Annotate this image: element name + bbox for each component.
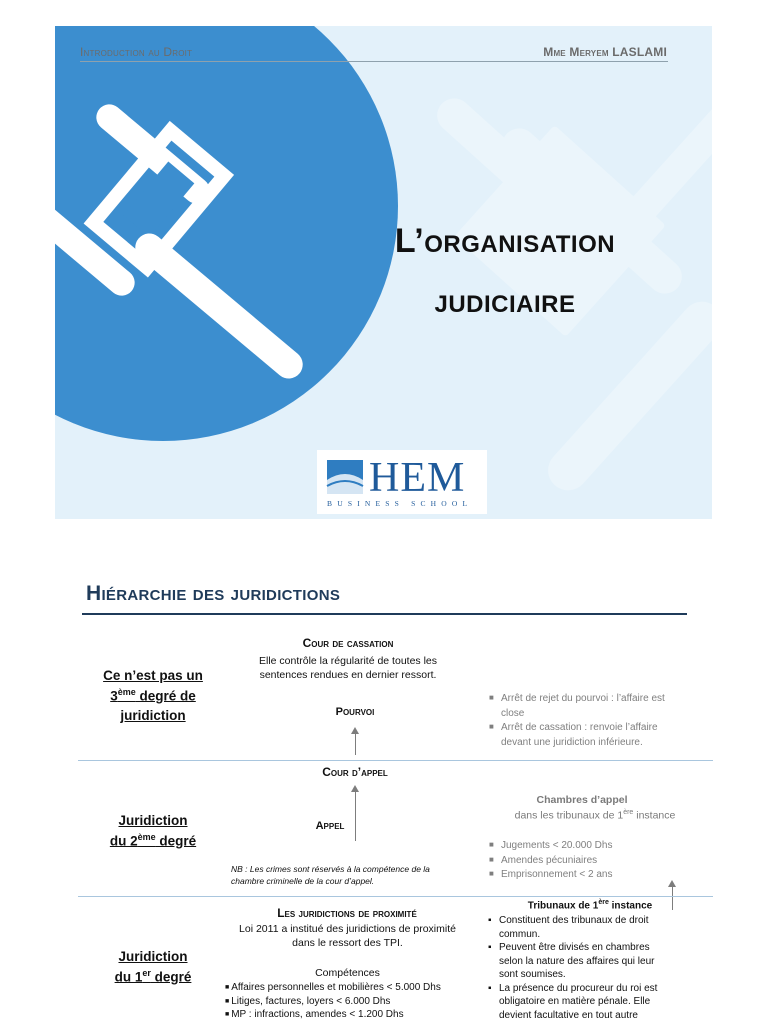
proximite-desc-line2: dans le ressort des TPI. <box>292 937 403 950</box>
nb-line1: NB : Les crimes sont réservés à la compétence de la <box>231 864 430 874</box>
proximite-bullets <box>225 981 485 1022</box>
list-item: devient facultative en tout autre <box>499 1009 638 1021</box>
pourvoi-arrow <box>355 733 356 755</box>
list-item: ▪ Peuvent être divisés en chambres <box>488 942 650 953</box>
level-second-pre: du 2 <box>109 833 138 849</box>
level-second-label <box>97 811 209 851</box>
level-divider-2 <box>78 896 713 897</box>
tribunaux-title-pre: Tribunaux de 1 <box>527 900 599 912</box>
list-item: sont soumises. <box>499 969 566 980</box>
list-item: devant une juridiction inférieure. <box>501 736 643 748</box>
competences-label: Compétences <box>315 967 380 979</box>
cassation-desc-line1: Elle contrôle la régularité de toutes les <box>258 655 438 667</box>
list-item: commun. <box>499 928 541 940</box>
cassation-description <box>235 654 461 682</box>
level-first-sup: er <box>142 967 151 978</box>
level-second-line1: Juridiction <box>118 813 188 828</box>
proximite-description <box>220 922 475 950</box>
list-item: ■ Litiges, factures, loyers < 6.000 Dhs <box>225 995 391 1007</box>
tribunaux-title <box>505 899 675 911</box>
nb-line2: chambre criminelle de la cour d’appel. <box>231 875 375 886</box>
level-top-label <box>97 666 209 725</box>
chambres-sub-sup: ère <box>623 809 634 816</box>
level-top-line1: Ce n’est pas un <box>103 668 203 683</box>
list-item: ■ Amendes pécuniaires <box>489 854 598 866</box>
hierarchy-title: Hiérarchie des juridictions <box>86 582 341 605</box>
level-divider-1 <box>78 760 713 761</box>
slide-title-line1: L’organisation <box>394 222 616 260</box>
gavel-illustration <box>55 26 712 519</box>
level-first-rest: degré <box>150 969 192 985</box>
appel-arrow-head <box>351 785 359 792</box>
level-first-label <box>97 947 209 987</box>
list-item: ▪ Constituent des tribunaux de droit <box>488 915 649 926</box>
nb-note <box>231 864 481 888</box>
header-author: Mme Meryem LASLAMI <box>543 45 667 59</box>
appel-label: Appel <box>315 820 345 832</box>
cassation-desc-line2: sentences rendues en dernier ressort. <box>259 669 437 682</box>
chambres-appel-subtitle <box>470 809 720 822</box>
header-course-title: Introduction au Droit <box>80 45 193 59</box>
list-item: ■ Jugements < 20.000 Dhs <box>489 840 613 851</box>
list-item: obligatoire en matière pénale. Elle <box>499 996 651 1007</box>
list-item: close <box>501 707 525 719</box>
hem-logo <box>317 450 487 514</box>
level-first-line1: Juridiction <box>118 949 188 964</box>
list-item: ■ Arrêt de cassation : renvoie l’affaire <box>489 722 658 733</box>
title-underline <box>82 613 687 615</box>
level-top-rest: degré de <box>135 688 196 704</box>
appel-arrow <box>355 791 356 841</box>
level-second-rest: degré <box>155 833 197 849</box>
logo-subtext: BUSINESS SCHOOL <box>327 499 473 508</box>
chambres-appel-title: Chambres d’appel <box>536 794 628 806</box>
proximite-title: Les juridictions de proximité <box>277 906 417 920</box>
level-top-num: 3 <box>110 688 118 704</box>
cour-appel-title: Cour d’appel <box>322 765 388 779</box>
slide-title-line2: judiciaire <box>434 282 576 320</box>
list-item: selon la nature des affaires qui leur <box>499 955 655 967</box>
level-second-sup: ème <box>137 831 156 842</box>
appel-bullets <box>489 839 689 883</box>
list-item: ■ Affaires personnelles et mobilières < 5.000 Dhs <box>225 982 441 993</box>
pourvoi-arrow-head <box>351 727 359 734</box>
cassation-title: Cour de cassation <box>302 636 394 650</box>
list-item: ■ MP : infractions, amendes < 1.200 Dhs <box>225 1009 404 1020</box>
list-item: ▪ La présence du procureur du roi est <box>488 982 658 994</box>
tribunaux-bullets <box>488 914 698 1022</box>
cassation-bullets <box>489 692 714 750</box>
level-top-line3: juridiction <box>120 707 186 723</box>
pourvoi-label: Pourvoi <box>335 706 375 718</box>
tribunaux-title-post: instance <box>608 900 653 912</box>
list-item: ■ Arrêt de rejet du pourvoi : l’affaire est <box>489 693 665 704</box>
tribunaux-title-sup: ère <box>598 899 609 906</box>
title-slide <box>55 26 712 519</box>
header-divider <box>80 61 668 62</box>
proximite-desc-line1: Loi 2011 a institué des juridictions de proximité <box>239 923 456 935</box>
tribunaux-arrow-head <box>668 880 676 887</box>
level-first-pre: du 1 <box>114 969 143 985</box>
chambres-sub-pre: dans les tribunaux de 1 <box>514 809 624 822</box>
list-item: ■ Emprisonnement < 2 ans <box>489 869 613 880</box>
logo-wordmark: HEM <box>369 455 466 501</box>
chambres-sub-post: instance <box>633 809 676 822</box>
level-top-sup: ème <box>117 686 136 697</box>
